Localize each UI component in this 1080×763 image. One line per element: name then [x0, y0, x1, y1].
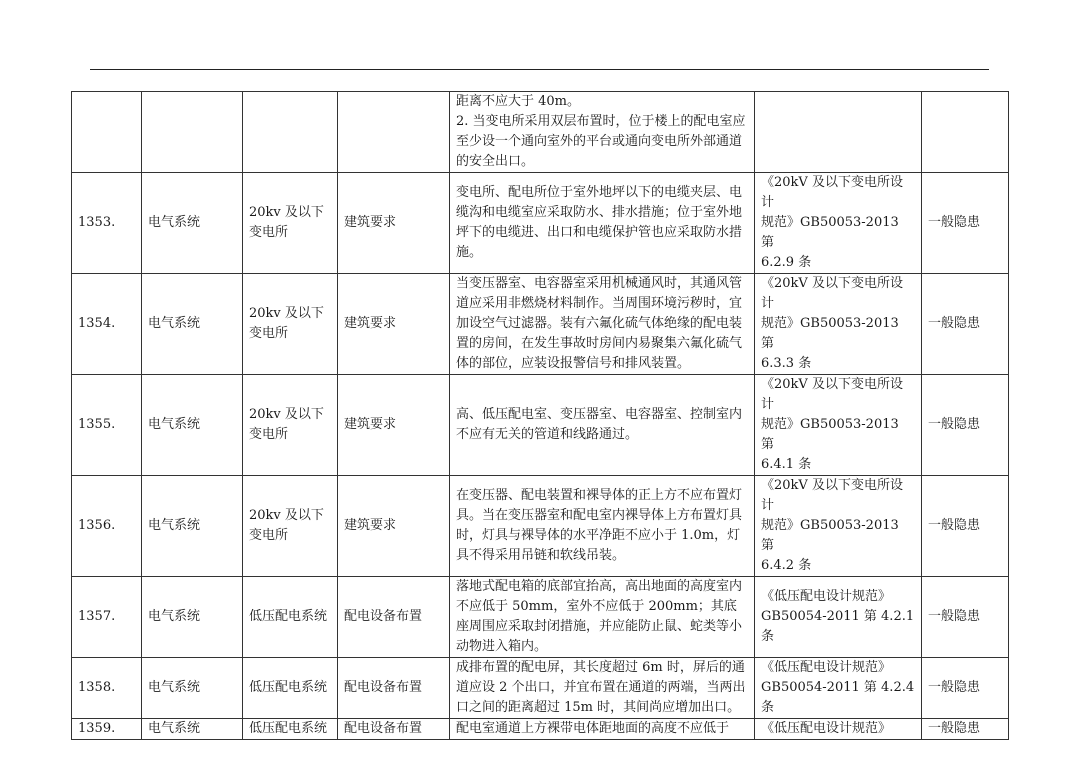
table-row	[72, 719, 1009, 740]
system-cell: 电气系统	[142, 476, 243, 577]
level-cell: 一般隐患	[922, 719, 1009, 740]
system-cell: 电气系统	[142, 375, 243, 476]
table-row	[72, 658, 1009, 719]
reference-cell: 《20kV 及以下变电所设计 规范》GB50053-2013 第 6.4.2 条	[755, 476, 922, 577]
item-cell: 建筑要求	[338, 375, 450, 476]
subsystem-cell: 低压配电系统	[243, 658, 338, 719]
requirement-cell: 落地式配电箱的底部宜抬高，高出地面的高度室内不应低于 50mm，室外不应低于 200mm；其底座周围应采取封闭措施，并应能防止鼠、蛇类等小动物进入箱内。	[450, 577, 755, 658]
reference-cell: 《低压配电设计规范》 GB50054-2011 第 4.2.1 条	[755, 577, 922, 658]
item-cell: 配电设备布置	[338, 719, 450, 740]
row-number: 1358.	[72, 658, 142, 719]
system-cell: 电气系统	[142, 577, 243, 658]
level-cell: 一般隐患	[922, 274, 1009, 375]
subsystem-cell: 20kv 及以下 变电所	[243, 274, 338, 375]
reference-cell: 《20kV 及以下变电所设计 规范》GB50053-2013 第 6.4.1 条	[755, 375, 922, 476]
table-row	[72, 476, 1009, 577]
item-cell: 建筑要求	[338, 476, 450, 577]
table-row	[72, 577, 1009, 658]
reference-cell: 《20kV 及以下变电所设计 规范》GB50053-2013 第 6.3.3 条	[755, 274, 922, 375]
level-cell: 一般隐患	[922, 375, 1009, 476]
row-number: 1353.	[72, 173, 142, 274]
system-cell: 电气系统	[142, 719, 243, 740]
table-row	[72, 92, 1009, 173]
level-cell: 一般隐患	[922, 476, 1009, 577]
item-cell: 配电设备布置	[338, 577, 450, 658]
table-row	[72, 274, 1009, 375]
requirement-cell: 配电室通道上方裸带电体距地面的高度不应低于	[450, 719, 755, 740]
table-row	[72, 173, 1009, 274]
row-number: 1354.	[72, 274, 142, 375]
item-cell: 建筑要求	[338, 173, 450, 274]
hazard-table	[71, 91, 1009, 740]
reference-cell: 《低压配电设计规范》 GB50054-2011 第 4.2.4 条	[755, 658, 922, 719]
header-rule	[90, 69, 989, 70]
reference-cell	[755, 92, 922, 173]
system-cell: 电气系统	[142, 274, 243, 375]
subsystem-cell: 20kv 及以下 变电所	[243, 375, 338, 476]
requirement-cell: 在变压器、配电装置和裸导体的正上方不应布置灯具。当在变压器室和配电室内裸导体上方布置灯具时，灯具与裸导体的水平净距不应小于 1.0m，灯具不得采用吊链和软线吊装。	[450, 476, 755, 577]
item-cell: 建筑要求	[338, 274, 450, 375]
subsystem-cell: 低压配电系统	[243, 577, 338, 658]
level-cell	[922, 92, 1009, 173]
level-cell: 一般隐患	[922, 173, 1009, 274]
row-number: 1356.	[72, 476, 142, 577]
row-number: 1355.	[72, 375, 142, 476]
system-cell	[142, 92, 243, 173]
subsystem-cell: 20kv 及以下 变电所	[243, 173, 338, 274]
row-number	[72, 92, 142, 173]
requirement-cell: 距离不应大于 40m。 2. 当变电所采用双层布置时，位于楼上的配电室应至少设一个通向室外的平台或通向变电所外部通道的安全出口。	[450, 92, 755, 173]
subsystem-cell	[243, 92, 338, 173]
requirement-cell: 成排布置的配电屏，其长度超过 6m 时，屏后的通道应设 2 个出口，并宜布置在通道的两端，当两出口之间的距离超过 15m 时，其间尚应增加出口。	[450, 658, 755, 719]
subsystem-cell: 20kv 及以下 变电所	[243, 476, 338, 577]
row-number: 1357.	[72, 577, 142, 658]
system-cell: 电气系统	[142, 658, 243, 719]
level-cell: 一般隐患	[922, 658, 1009, 719]
subsystem-cell: 低压配电系统	[243, 719, 338, 740]
system-cell: 电气系统	[142, 173, 243, 274]
requirement-cell: 变电所、配电所位于室外地坪以下的电缆夹层、电缆沟和电缆室应采取防水、排水措施；位于室外地坪下的电缆进、出口和电缆保护管也应采取防水措施。	[450, 173, 755, 274]
row-number: 1359.	[72, 719, 142, 740]
item-cell: 配电设备布置	[338, 658, 450, 719]
reference-cell: 《20kV 及以下变电所设计 规范》GB50053-2013 第 6.2.9 条	[755, 173, 922, 274]
level-cell: 一般隐患	[922, 577, 1009, 658]
item-cell	[338, 92, 450, 173]
requirement-cell: 高、低压配电室、变压器室、电容器室、控制室内不应有无关的管道和线路通过。	[450, 375, 755, 476]
reference-cell: 《低压配电设计规范》	[755, 719, 922, 740]
requirement-cell: 当变压器室、电容器室采用机械通风时，其通风管道应采用非燃烧材料制作。当周围环境污秽时，宜加设空气过滤器。装有六氟化硫气体绝缘的配电装置的房间，在发生事故时房间内易聚集六氟化硫气体的部位，应装设报警信号和排风装置。	[450, 274, 755, 375]
table-row	[72, 375, 1009, 476]
